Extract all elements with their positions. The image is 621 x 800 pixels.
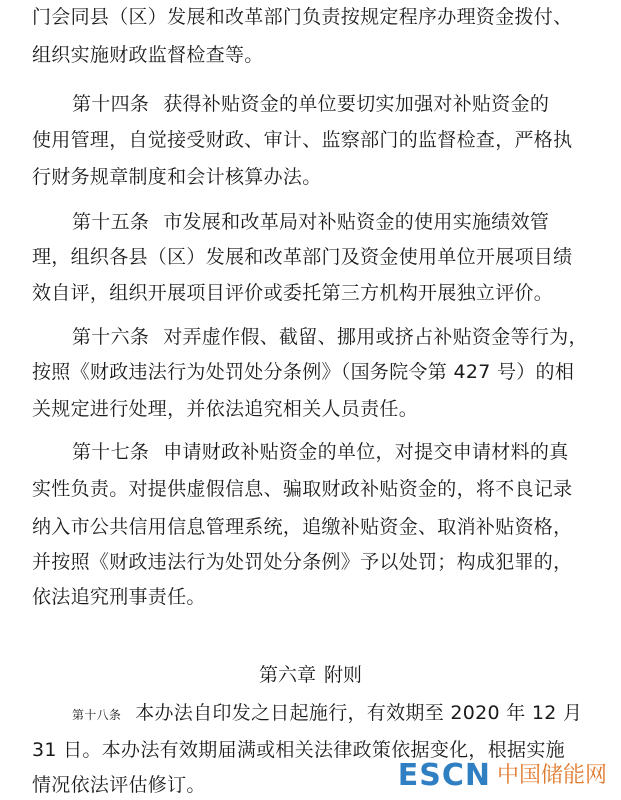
chapter-heading bbox=[0, 662, 621, 688]
watermark-logo: ESCN bbox=[397, 758, 491, 793]
article-16-line-1 bbox=[72, 324, 588, 350]
text-line: 纳入市公共信用信息管理系统，追缴补贴资金、取消补贴资格， bbox=[32, 516, 573, 538]
text-line: 关规定进行处理，并依法追究相关人员责任。 bbox=[32, 398, 419, 420]
article-14-line-1 bbox=[72, 91, 549, 117]
chapter-number: 第六章 bbox=[258, 664, 316, 686]
text-line: 依法追究刑事责任。 bbox=[32, 586, 206, 608]
article-15-text: 市发展和改革局对补贴资金的使用实施绩效管 bbox=[163, 211, 550, 233]
article-16-number: 第十六条 bbox=[72, 326, 150, 348]
article-17-line-1 bbox=[72, 439, 569, 465]
text-line: 效自评，组织开展项目评价或委托第三方机构开展独立评价。 bbox=[32, 282, 554, 304]
article-15-line-1 bbox=[72, 209, 549, 235]
text-line: 实性负责。对提供虚假信息、骗取财政补贴资金的，将不良记录 bbox=[32, 478, 573, 500]
text-line: 组织实施财政监督检查等。 bbox=[32, 44, 264, 66]
text-line: 情况依法评估修订。 bbox=[32, 774, 206, 796]
article-18-line-1 bbox=[72, 700, 582, 728]
article-17-number: 第十七条 bbox=[72, 441, 150, 463]
text-line: 使用管理，自觉接受财政、审计、监察部门的监督检查，严格执 bbox=[32, 129, 573, 151]
watermark-site-name: 中国储能网 bbox=[496, 763, 607, 788]
article-18-text: 本办法自印发之日起施行，有效期至 2020 年 12 月 bbox=[135, 702, 583, 724]
text-line: 门会同县（区）发展和改革部门负责按规定程序办理资金拨付、 bbox=[32, 6, 573, 28]
article-16-text: 对弄虚作假、截留、挪用或挤占补贴资金等行为， bbox=[163, 326, 588, 348]
text-line: 理，组织各县（区）发展和改革部门及资金使用单位开展项目绩 bbox=[32, 246, 573, 268]
text-line: 并按照《财政违法行为处罚处分条例》予以处罚；构成犯罪的， bbox=[32, 551, 573, 573]
text-line: 按照《财政违法行为处罚处分条例》（国务院令第 427 号）的相 bbox=[32, 361, 575, 383]
article-15-number: 第十五条 bbox=[72, 211, 150, 233]
chapter-title: 附则 bbox=[324, 664, 363, 686]
article-14-text: 获得补贴资金的单位要切实加强对补贴资金的 bbox=[163, 93, 550, 115]
site-watermark bbox=[398, 760, 607, 792]
text-line: 行财务规章制度和会计核算办法。 bbox=[32, 166, 322, 188]
article-17-text: 申请财政补贴资金的单位，对提交申请材料的真 bbox=[163, 441, 569, 463]
article-18-number: 第十八条 bbox=[72, 708, 122, 722]
article-14-number: 第十四条 bbox=[72, 93, 150, 115]
text-line: 31 日。本办法有效期届满或相关法律政策依据变化，根据实施 bbox=[32, 739, 565, 761]
